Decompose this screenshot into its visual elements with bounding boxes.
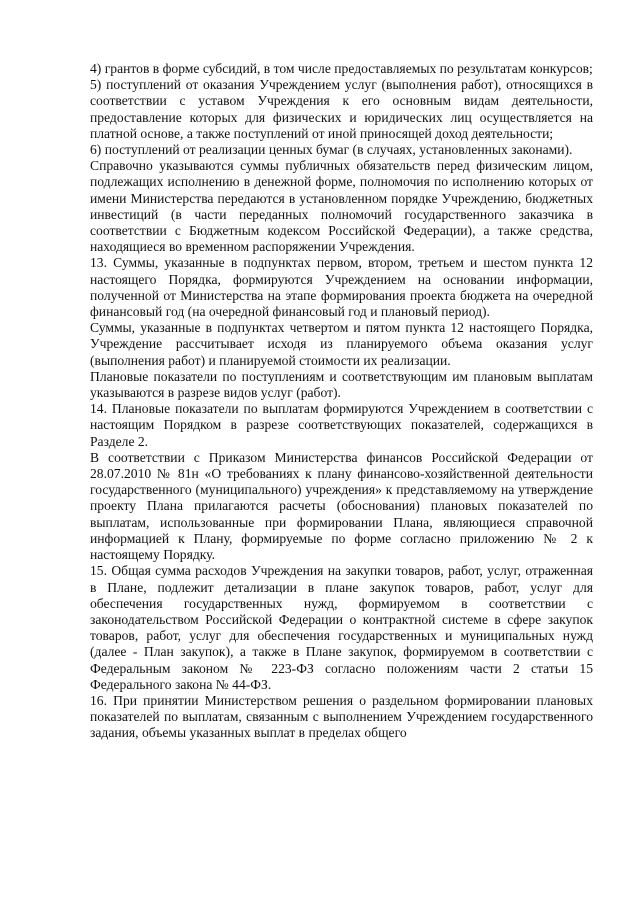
paragraph-item-4-grants: 4) грантов в форме субсидий, в том числе предоставляемых по результатам конкурсов; (90, 61, 593, 76)
paragraph-clause-16: 16. При принятии Министерством решения о раздельном формировании плановых показателей по выплатам, связанным с выполнением Учреждением государственного задания, объемы указанных выплат в пределах общего (90, 692, 593, 741)
paragraph-clause-13: 13. Суммы, указанные в подпунктах первом, втором, третьем и шестом пункта 12 настоящего Порядка, формируются Учреждением на основании информации, полученной от Министерства на этапе формирования проекта бюджета на очередной финансовый год (на очередной финансовый год и плановый период). (90, 255, 593, 320)
paragraph-clause-13-indicators: Плановые показатели по поступлениям и соответствующим им плановым выплатам указываются в разрезе видов услуг (работ). (90, 368, 593, 401)
document-page (90, 61, 593, 742)
paragraph-item-6-securities: 6) поступлений от реализации ценных бумаг (в случаях, установленных законами). (90, 142, 573, 158)
paragraph-clause-13-sums: Суммы, указанные в подпунктах четвертом и пятом пункта 12 настоящего Порядка, Учреждение рассчитывает исходя из планируемого объема оказания услуг (выполнения работ) и планируемой стоимости их реализации. (90, 320, 593, 368)
paragraph-clause-14: 14. Плановые показатели по выплатам формируются Учреждением в соответствии с настоящим Порядком в разрезе соответствующих показателей, содержащихся в Разделе 2. (90, 401, 593, 449)
paragraph-clause-15: 15. Общая сумма расходов Учреждения на закупки товаров, работ, услуг, отраженная в Плане, подлежит детализации в плане закупок товаров, работ, услуг для обеспечения государственных нужд, формируемом в соответствии с законодательством Российской Федерации о контрактной системе в сфере закупок товаров, работ, услуг для обеспечения государственных и муниципальных нужд (далее - План закупок), а также в Плане закупок, формируемом в соответствии с Федеральным законом № 223-ФЗ согласно положениям части 2 статьи 15 Федерального закона № 44-ФЗ. (90, 563, 593, 692)
paragraph-item-5-paid-services: 5) поступлений от оказания Учреждением услуг (выполнения работ), относящихся в соответствии с уставом Учреждения к его основным видам деятельности, предоставление которых для физических и юридических лиц осуществляется на платной основе, а также поступлений от иной приносящей доход деятельности; (90, 77, 593, 141)
paragraph-clause-14-order: В соответствии с Приказом Министерства финансов Российской Федерации от 28.07.2010 № 81н «О требованиях к плану финансово-хозяйственной деятельности государственного (муниципального) учреждения» к представляемому на утверждение проекту Плана прилагаются расчеты (обоснования) плановых показателей по выплатам, использованные при формировании Плана, являющиеся справочной информацией к Плану, формируемые по форме согласно приложению № 2 к настоящему Порядку. (90, 449, 593, 563)
paragraph-reference-obligations: Справочно указываются суммы публичных обязательств перед физическим лицом, подлежащих исполнению в денежной форме, полномочия по исполнению которых от имени Министерства передаются в установленном порядке Учреждению, бюджетных инвестиций (в части переданных полномочий государственного заказчика в соответствии с Бюджетным кодексом Российской Федерации), а также средства, находящиеся во временном распоряжении Учреждения. (90, 158, 593, 255)
